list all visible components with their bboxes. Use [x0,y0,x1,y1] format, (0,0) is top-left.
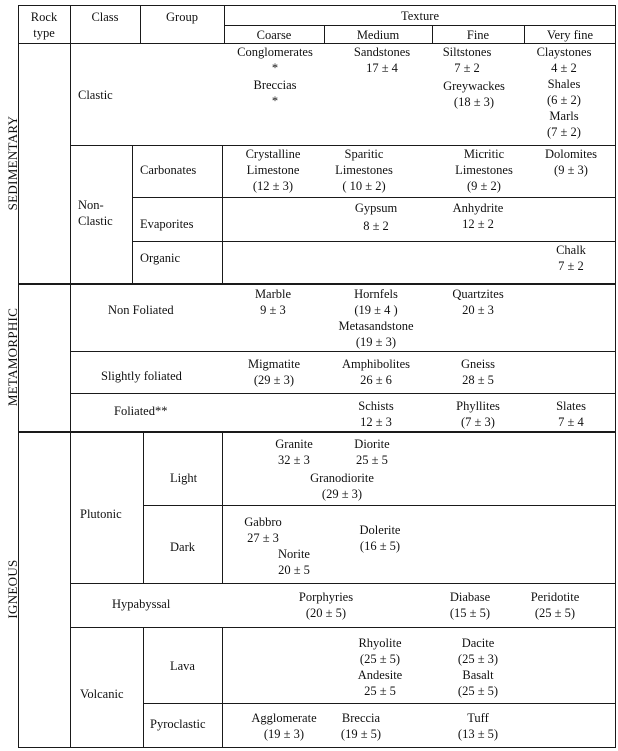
rock-conglomerates [237,44,313,109]
rock-value: (13 ± 5) [457,727,499,741]
rock-value: 7 ± 2 [558,259,584,273]
rule-lava-bottom [143,703,616,704]
rock-rhyolite [358,635,402,699]
rock-name: Granodiorite [310,471,374,485]
rock-sparitic-limestones [335,146,393,194]
rock-name: Rhyolite [358,636,402,650]
rock-name: Peridotite [530,590,580,604]
rule-group-texture-header [224,5,225,44]
rock-note: * [271,94,279,108]
rock-name: Shales [547,77,581,91]
rock-value: (12 ± 3) [252,179,294,193]
class-clastic: Clastic [78,88,113,102]
rock-name: Limestones [455,163,513,177]
rock-norite [278,546,310,578]
rock-name: Dacite [461,636,495,650]
group-pyroclastic: Pyroclastic [150,717,206,731]
rock-siltstones [443,44,492,76]
class-volcanic: Volcanic [80,687,124,701]
rock-gneiss [461,356,495,388]
rule-nonclastic-group [132,145,133,283]
rule-plutonic-bottom [70,583,616,584]
rock-value: (25 ± 5) [457,684,499,698]
class-non-foliated: Non Foliated [108,303,174,317]
rock-schists [358,398,393,430]
rock-value: 28 ± 5 [462,373,494,387]
group-evaporites: Evaporites [140,217,194,231]
rock-name: Andesite [357,668,403,682]
rule-hypabyssal-bottom [70,627,616,628]
rock-value: 7 ± 2 [454,61,480,75]
section-sedimentary: SEDIMENTARY [5,115,20,211]
rock-value: 8 ± 2 [363,219,389,233]
rock-value: 20 ± 5 [278,563,310,577]
rock-quartzites [452,286,503,318]
rock-value: ( 10 ± 2) [342,179,386,193]
class-plutonic: Plutonic [80,507,122,521]
rock-amphibolites [342,356,410,388]
rock-crystalline-limestone [246,146,301,194]
rule-medium-fine [432,25,433,44]
rock-name: Tuff [467,711,489,725]
rock-diabase [450,589,490,621]
header-rock-type-line1: Rock [30,10,58,24]
rock-name: Conglomerates [237,45,313,59]
rule-carbonates-bottom [132,197,616,198]
rock-value: (25 ± 5) [359,652,401,666]
rock-name: Greywackes [443,79,505,93]
rock-name: Limestone [246,163,300,177]
rock-name: Micritic [463,147,505,161]
section-igneous: IGNEOUS [5,559,20,619]
rock-value: (18 ± 3) [453,95,495,109]
rock-note: * [271,61,279,75]
rock-name: Hornfels [354,287,398,301]
rock-dacite [458,635,498,699]
rock-dolomites [545,146,597,178]
rock-anhydrite [453,200,504,232]
rock-granodiorite [310,470,374,502]
rule-header-bottom [18,43,616,44]
rock-value: 20 ± 3 [462,303,494,317]
group-lava: Lava [170,659,195,673]
rock-name: Siltstones [442,45,492,59]
rule-evaporites-bottom [132,241,616,242]
rock-peridotite [531,589,580,621]
group-dark: Dark [170,540,195,554]
rule-volcanic-group [143,627,144,747]
rule-coarse-medium [324,25,325,44]
header-medium: Medium [356,28,400,42]
rule-bottom [18,747,616,748]
rock-name: Breccias [253,78,297,92]
rule-light-bottom [143,505,616,506]
section-metamorphic: METAMORPHIC [5,307,20,407]
rock-gabbro [244,514,282,546]
rock-sandstones [354,44,410,76]
rule-volcanic-texture [222,627,223,747]
rock-value: 26 ± 6 [360,373,392,387]
rock-value: 25 ± 5 [356,453,388,467]
header-group: Group [166,10,198,24]
rock-name: Phyllites [456,399,500,413]
rock-value: (19 ± 4 ) [354,303,398,317]
rock-value: (9 ± 2) [467,179,501,193]
rock-value: 32 ± 3 [278,453,310,467]
rock-value: (16 ± 5) [359,539,401,553]
header-rock-type [31,9,57,41]
rock-value: (25 ± 5) [534,606,576,620]
rock-diorite [354,436,389,468]
header-class: Class [91,10,119,24]
rock-name: Dolerite [359,523,401,537]
rock-name: Sparitic [344,147,384,161]
rock-value: (15 ± 5) [449,606,491,620]
rock-value: 7 ± 4 [558,415,584,429]
class-foliated: Foliated** [114,404,168,418]
rock-value: (29 ± 3) [253,373,295,387]
rock-name: Granite [275,437,313,451]
rock-dolerite [360,522,401,554]
header-rock-type-line2: type [33,26,55,40]
rock-name: Sandstones [353,45,411,59]
rock-name: Breccia [341,711,381,725]
rule-rocktype-class [70,5,71,748]
rock-name: Amphibolites [341,357,411,371]
header-texture: Texture [401,9,439,23]
class-hypabyssal: Hypabyssal [112,597,171,611]
rock-chalk [556,242,586,274]
rock-value: (6 ± 2) [547,93,581,107]
rock-name: Schists [358,399,394,413]
rock-tuff [458,710,498,742]
rock-value: (7 ± 2) [547,125,581,139]
rock-value: (9 ± 3) [554,163,588,177]
rock-name: Diabase [449,590,491,604]
header-fine: Fine [466,28,490,42]
rock-name: Gneiss [460,357,496,371]
rule-plutonic-group [143,433,144,583]
rock-claystones [537,44,592,140]
rock-name: Limestones [335,163,393,177]
rule-sedimentary-bottom [18,283,616,285]
rock-name: Gabbro [244,515,282,529]
rock-agglomerate [251,710,316,742]
rock-name: Quartzites [452,287,504,301]
rock-hornfels [339,286,414,350]
rock-value: (19 ± 3) [355,335,397,349]
rock-value: (29 ± 3) [321,487,363,501]
rock-marble [255,286,291,318]
class-nonclastic-line1: Non- [78,198,104,212]
header-very-fine: Very fine [546,28,594,42]
rock-name: Dolomites [544,147,598,161]
rock-slates [556,398,586,430]
rock-name: Chalk [556,243,586,257]
rock-phyllites [456,398,500,430]
rock-name: Gypsum [354,201,398,215]
rock-value: (20 ± 5) [305,606,347,620]
rock-name: Claystones [536,45,592,59]
rock-name: Marls [549,109,579,123]
rule-slightly-bottom [70,393,616,394]
rule-texture-sub [224,25,616,26]
class-nonclastic [78,197,113,229]
rock-name: Marble [254,287,292,301]
rock-value: (25 ± 3) [457,652,499,666]
rule-top [18,5,616,6]
rock-value: (19 ± 5) [340,727,382,741]
rock-migmatite [248,356,300,388]
rock-name: Porphyries [298,590,354,604]
rock-gypsum [355,200,397,234]
rock-name: Agglomerate [251,711,317,725]
rock-name: Metasandstone [338,319,414,333]
rule-class-group-header [140,5,141,44]
rule-nonclastic-texture [222,145,223,283]
rock-value: 12 ± 2 [462,217,494,231]
rock-value: 27 ± 3 [247,531,279,545]
rock-value: 4 ± 2 [551,61,577,75]
rock-name: Crystalline [245,147,301,161]
rock-granite [275,436,312,468]
rock-name: Anhydrite [452,201,504,215]
rock-micritic-limestones [455,146,513,194]
rock-porphyries [299,589,353,621]
rock-name: Basalt [462,668,494,682]
rock-value: (7 ± 3) [461,415,495,429]
group-carbonates: Carbonates [140,163,197,177]
rock-name: Norite [278,547,310,561]
rock-value: 9 ± 3 [260,303,286,317]
rock-name: Slates [556,399,586,413]
class-nonclastic-line2: Clastic [78,214,113,228]
rock-value: 12 ± 3 [360,415,392,429]
rock-name: Diorite [354,437,390,451]
group-light: Light [170,471,198,485]
rule-fine-veryfine [524,25,525,44]
rock-value: (19 ± 3) [263,727,305,741]
header-coarse: Coarse [256,28,292,42]
rule-plutonic-texture [222,433,223,583]
rock-value: 17 ± 4 [366,61,398,75]
rule-nonfoliated-bottom [70,351,616,352]
rule-right [615,5,616,748]
rock-name: Migmatite [247,357,301,371]
class-slightly-foliated: Slightly foliated [101,369,182,383]
rule-metamorphic-bottom [18,431,616,433]
rock-breccia [341,710,381,742]
group-organic: Organic [140,251,181,265]
rock-value: 25 ± 5 [364,684,396,698]
rock-greywackes [443,78,505,110]
